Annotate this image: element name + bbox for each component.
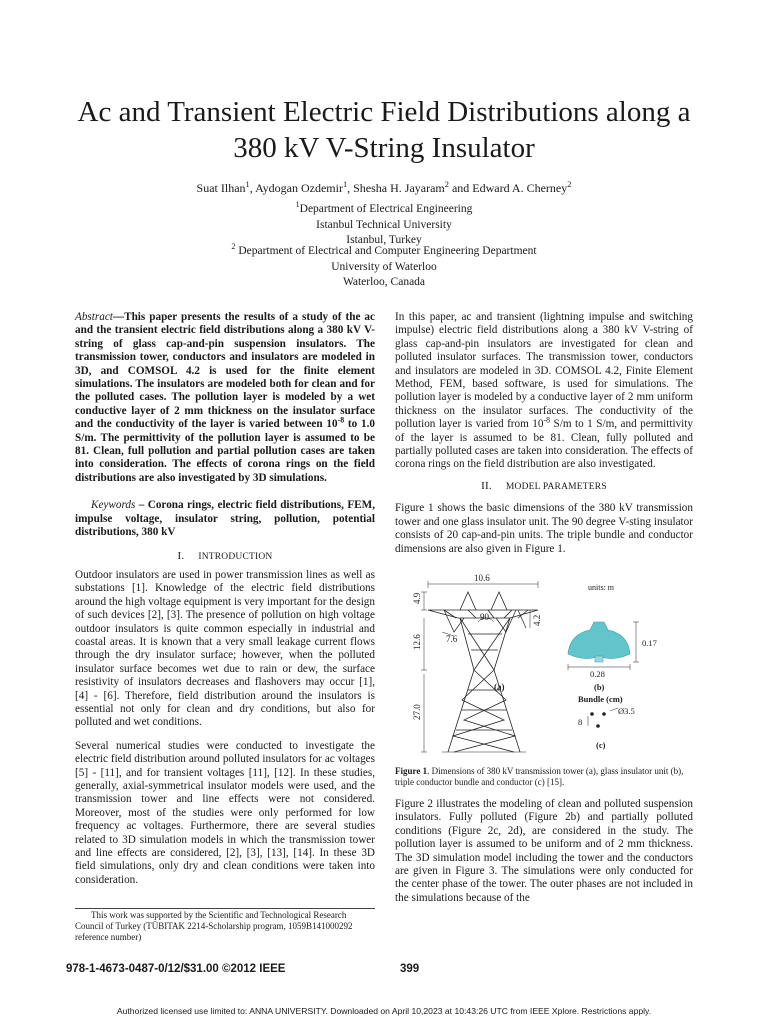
dim-bundle-spacing: 8 (578, 717, 583, 727)
title-line-1: Ac and Transient Electric Field Distributions along a (77, 96, 691, 128)
author-2: Aydogan Ozdemir (255, 181, 343, 195)
dim-arm: 7.6 (446, 634, 458, 644)
dim-crossarm-height: 4.9 (412, 592, 422, 604)
author-3: Shesha H. Jayaram (353, 181, 445, 195)
keywords-label: Keywords (91, 499, 136, 512)
glass-insulator-unit (568, 622, 639, 670)
isbn-footer: 978-1-4673-0487-0/12/$31.00 ©2012 IEEE (66, 963, 286, 975)
dim-base-height: 27.0 (412, 704, 422, 720)
dim-mid-height: 12.6 (412, 634, 422, 650)
left-column (75, 311, 375, 887)
paper-title (40, 94, 728, 166)
bundle-label: Bundle (cm) (578, 694, 623, 704)
license-notice: Authorized licensed use limited to: ANNA UNIVERSITY. Downloaded on April 10,2023 at 10:43:26 UTC from IEEE Xplore. Restrictions apply. (116, 1006, 652, 1016)
right-column (395, 311, 693, 556)
page-number: 399 (400, 963, 420, 975)
dim-disc-width: 0.28 (590, 669, 605, 679)
dim-top-width: 10.6 (474, 573, 490, 583)
right-column-lower (395, 798, 693, 905)
author-4: and Edward A. Cherney (451, 181, 568, 195)
units-label: units: m (588, 583, 615, 592)
author-list: Suat Ilhan$^1$, Aydogan Ozdemir$^1$, Shesha H. Jayaram$^2$ and Edward A. Cherney$^2$ (196, 180, 572, 195)
intro-paragraph-1: Outdoor insulators are used in power transmission lines as well as substations [1]. Knowledge of the electric field distributions around the high voltage equipment is very important for the design of such devices [2], [3]. The presence of pollution on high voltage outdoor insulators is quite common especially in industrial and coastal areas. It is known that a very small leakage current flows through the dry insulator surface; however, when the polluted insulator surface becomes wet due to rain or dew, the surface resistivity of insulators decreases and flashovers may occur [1], [4] - [6]. Therefore, field distribution around the insulators is essential not only for clean and dry conditions, but also for polluted and wet conditions. (75, 568, 375, 729)
dim-conductor: Ø3.5 (618, 706, 635, 716)
figure-2-paragraph: Figure 2 illustrates the modeling of clean and polluted suspension insulators. Fully polluted (Figure 2b) and partially polluted conditions (Figure 2c, 2d), are considered in the study. The pollution layer is assumed to be uniform and of 2 mm thickness. The 3D simulation model including the tower and the conductors are given in Figure 3. The simulations were only conducted for the center phase of the tower. The outer phases are not included in the simulations because of the (395, 798, 693, 904)
funding-footnote: This work was supported by the Scientific and Technological Research Council of Turkey (TÜBITAK 2214-Scholarship program, 1059B141000292 reference number) (75, 910, 353, 942)
tower-dimension-lines (421, 581, 538, 752)
title-line-2: 380 kV V-String Insulator (233, 132, 535, 164)
triple-bundle (588, 708, 618, 728)
keywords: Keywords – Corona rings, electric field distributions, FEM, impulse voltage, insulator string, pollution, potential distributions, 380 kV (75, 499, 375, 539)
affiliation-1: $^1$Department of Electrical Engineering Istanbul Technical University Istanbul, Turkey (295, 200, 473, 246)
dim-string: 4.2 (532, 614, 542, 626)
figure-1-caption: Figure 1. Dimensions of 380 kV transmission tower (a), glass insulator unit (b), triple conductor bundle and conductor (c) [15]. (395, 766, 684, 787)
abstract: Abstract—This paper presents the results of a study of the ac and the transient electric field distributions along a 380 kV V-string of glass cap-and-pin suspension insulators. The transmission tower, conductors and insulators are modeled in 3D, and COMSOL 4.2 is used for the finite element simulations. The insulators are modeled both for clean and for the polluted cases. The pollution layer is modeled by a wet conductive layer of 2 mm thickness on the insulator surface and the conductivity of the layer is varied between $10^{-8}$ to 1.0 S/m. The permittivity of the pollution layer is assumed to be 81. Clean, full pollution and partial pollution cases are taken into consideration. The effects of corona rings on the field distributions are also investigated by 3D simulations. (75, 311, 376, 484)
figure-1-tower-insulator-diagram (398, 570, 694, 760)
affiliation-2: $^2$ Department of Electrical and Computer Engineering Department University of Waterloo Waterloo, Canada (231, 242, 537, 288)
model-parameters-paragraph: Figure 1 shows the basic dimensions of the 380 kV transmission tower and one glass insulator unit. The 90 degree V-sting insulator consists of 20 cap-and-pin units. The triple bundle and conductor dimensions are also given in Figure 1. (395, 502, 693, 555)
label-a: (a) (494, 682, 505, 692)
dim-disc-height: 0.17 (642, 638, 657, 648)
section-2-heading: II. MODEL PARAMETERS (481, 479, 607, 492)
intro-continuation: In this paper, ac and transient (lightning impulse and switching impulse) electric field distributions along a 380 kV V-string of glass cap-and-pin insulators are investigated for clean and polluted insulator surfaces. The transmission tower, conductors and insulators are modeled in 3D. COMSOL 4.2, Finite Element Method, FEM, based software, is used for simulations. The pollution layer is modeled by a conductive layer of 2 mm uniform thickness on the insulator surfaces. The conductivity of the pollution layer is varied from $10^{-8}$ S/m to 1 S/m, and permittivity of the layer is assumed to be 81. Clean, fully polluted and partially polluted cases are taken into consideration. The effects of corona rings on the field distribution are also investigated. (395, 311, 693, 471)
section-1-heading: I. INTRODUCTION (177, 549, 273, 562)
dim-angle: 90 (480, 612, 489, 622)
author-1: Suat Ilhan (196, 181, 246, 195)
label-b: (b) (594, 682, 605, 692)
intro-paragraph-2: Several numerical studies were conducted to investigate the electric field distribution around polluted insulators for ac voltages [5] - [11], and for transient voltages [11], [12]. In these studies, generally, axial-symmetrical insulator models were used, and the transmission tower and line effects were not considered. Moreover, most of the studies were only performed for low frequency ac voltages. Furthermore, there are several studies related to 3D simulation models in which the transmission tower and line effects are considered, [2], [3], [13], [14]. In these 3D field simulations, only dry and clean conditions were taken into consideration. (75, 739, 375, 886)
label-c: (c) (596, 740, 606, 750)
footnote-rule (75, 908, 375, 909)
abstract-label: Abstract (75, 311, 113, 323)
